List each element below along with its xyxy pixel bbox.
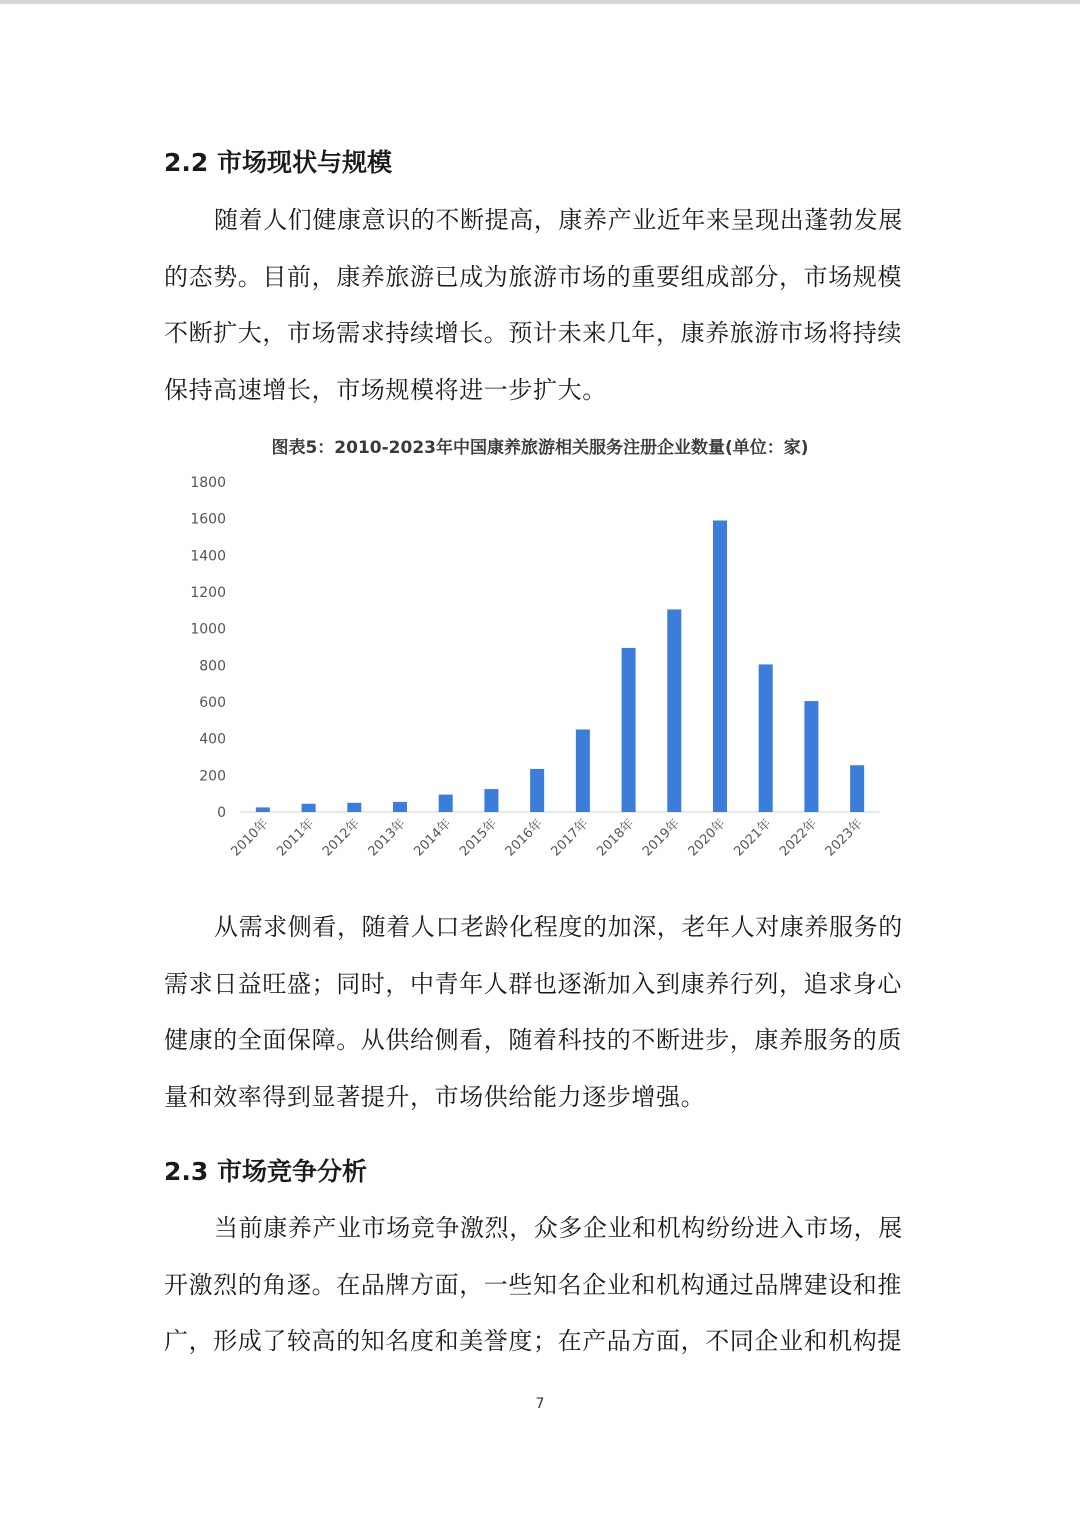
bar bbox=[256, 807, 270, 812]
bar bbox=[759, 664, 773, 812]
y-tick-label: 800 bbox=[199, 658, 226, 675]
bar bbox=[393, 802, 407, 812]
bar bbox=[302, 804, 316, 812]
top-border bbox=[0, 0, 1080, 4]
x-tick-label: 2018年 bbox=[594, 816, 638, 860]
bar bbox=[530, 769, 544, 812]
x-tick-label: 2013年 bbox=[365, 816, 409, 860]
x-tick-label: 2019年 bbox=[639, 816, 684, 860]
section-heading-2-2: 2.2 市场现状与规模 bbox=[164, 148, 392, 177]
text-line: 需求日益旺盛；同时，中青年人群也逐渐加入到康养行列，追求身心 bbox=[164, 969, 902, 998]
text-line: 的态势。目前，康养旅游已成为旅游市场的重要组成部分，市场规模 bbox=[164, 262, 902, 291]
bar bbox=[439, 795, 453, 812]
y-tick-label: 1800 bbox=[190, 475, 226, 491]
bar bbox=[667, 609, 681, 812]
bar bbox=[347, 803, 361, 812]
x-tick-label: 2020年 bbox=[685, 816, 729, 860]
y-tick-label: 200 bbox=[199, 768, 226, 785]
x-tick-label: 2015年 bbox=[457, 816, 501, 860]
x-tick-label: 2014年 bbox=[411, 816, 455, 860]
bar bbox=[804, 701, 818, 812]
text-line: 开激烈的角逐。在品牌方面，一些知名企业和机构通过品牌建设和推 bbox=[164, 1270, 902, 1299]
x-tick-label: 2022年 bbox=[777, 816, 821, 860]
bar bbox=[576, 730, 590, 813]
chart-title: 图表5：2010-2023年中国康养旅游相关服务注册企业数量(单位：家) bbox=[271, 438, 809, 458]
y-tick-label: 0 bbox=[217, 805, 226, 821]
bar bbox=[850, 765, 864, 812]
text-line: 健康的全面保障。从供给侧看，随着科技的不断进步，康养服务的质 bbox=[164, 1026, 902, 1055]
y-tick-label: 400 bbox=[199, 731, 226, 748]
y-tick-label: 1200 bbox=[190, 585, 226, 601]
y-tick-label: 1600 bbox=[190, 511, 226, 528]
x-tick-label: 2012年 bbox=[319, 816, 364, 860]
section-heading-2-3: 2.3 市场竞争分析 bbox=[164, 1157, 367, 1186]
text-line: 当前康养产业市场竞争激烈，众多企业和机构纷纷进入市场，展 bbox=[214, 1214, 903, 1242]
x-tick-label: 2010年 bbox=[228, 816, 272, 860]
paragraph-market-status bbox=[164, 192, 918, 419]
bar-chart-figure bbox=[180, 428, 900, 888]
paragraph-supply-demand bbox=[164, 899, 918, 1126]
bar bbox=[484, 789, 498, 812]
paragraph-competition bbox=[164, 1200, 918, 1370]
page-number: 7 bbox=[535, 1396, 545, 1412]
y-tick-label: 1000 bbox=[190, 621, 226, 638]
x-tick-label: 2023年 bbox=[822, 816, 866, 860]
bar-chart bbox=[180, 468, 900, 888]
x-tick-label: 2016年 bbox=[502, 816, 546, 860]
x-tick-label: 2017年 bbox=[548, 816, 592, 860]
x-tick-label: 2021年 bbox=[731, 816, 775, 860]
text-line: 广，形成了较高的知名度和美誉度；在产品方面，不同企业和机构提 bbox=[164, 1327, 902, 1356]
text-line: 量和效率得到显著提升，市场供给能力逐步增强。 bbox=[164, 1083, 706, 1112]
text-line: 随着人们健康意识的不断提高，康养产业近年来呈现出蓬勃发展 bbox=[214, 206, 903, 234]
text-line: 不断扩大，市场需求持续增长。预计未来几年，康养旅游市场将持续 bbox=[164, 319, 902, 348]
bar bbox=[622, 648, 636, 812]
y-tick-label: 1400 bbox=[190, 548, 226, 565]
text-line: 保持高速增长，市场规模将进一步扩大。 bbox=[164, 376, 607, 405]
bar bbox=[713, 521, 727, 813]
x-tick-label: 2011年 bbox=[274, 816, 318, 860]
text-line: 从需求侧看，随着人口老龄化程度的加深，老年人对康养服务的 bbox=[214, 913, 903, 941]
y-tick-label: 600 bbox=[199, 695, 226, 711]
